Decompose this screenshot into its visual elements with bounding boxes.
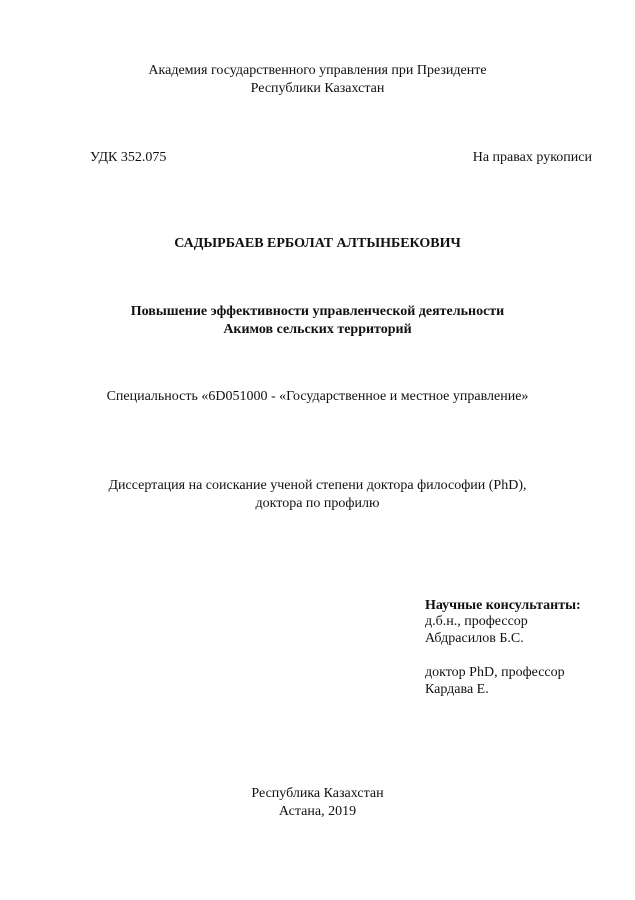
consultant-2-name: Кардава Е. xyxy=(425,682,489,697)
institution-line-2: Республики Казахстан xyxy=(250,81,385,96)
footer-city-year: Астана, 2019 xyxy=(278,804,357,819)
degree-line-1: Диссертация на соискание ученой степени доктора философии (PhD), xyxy=(108,478,527,493)
consultant-1-title: д.б.н., профессор xyxy=(425,614,528,629)
consultant-2-title: доктор PhD, профессор xyxy=(425,665,565,680)
institution-line-1: Академия государственного управления при Президенте xyxy=(148,63,487,78)
specialty: Специальность «6D051000 - «Государственное и местное управление» xyxy=(106,389,529,404)
manuscript-note: На правах рукописи xyxy=(472,150,592,165)
author-name: САДЫРБАЕВ ЕРБОЛАТ АЛТЫНБЕКОВИЧ xyxy=(174,236,461,251)
udk-code: УДК 352.075 xyxy=(90,150,167,165)
title-line-1: Повышение эффективности управленческой деятельности xyxy=(130,304,505,319)
consultants-heading: Научные консультанты: xyxy=(425,598,581,613)
title-line-2: Акимов сельских территорий xyxy=(223,322,412,337)
consultant-1-name: Абдрасилов Б.С. xyxy=(425,631,524,646)
degree-line-2: доктора по профилю xyxy=(255,496,380,511)
footer-country: Республика Казахстан xyxy=(251,786,384,801)
